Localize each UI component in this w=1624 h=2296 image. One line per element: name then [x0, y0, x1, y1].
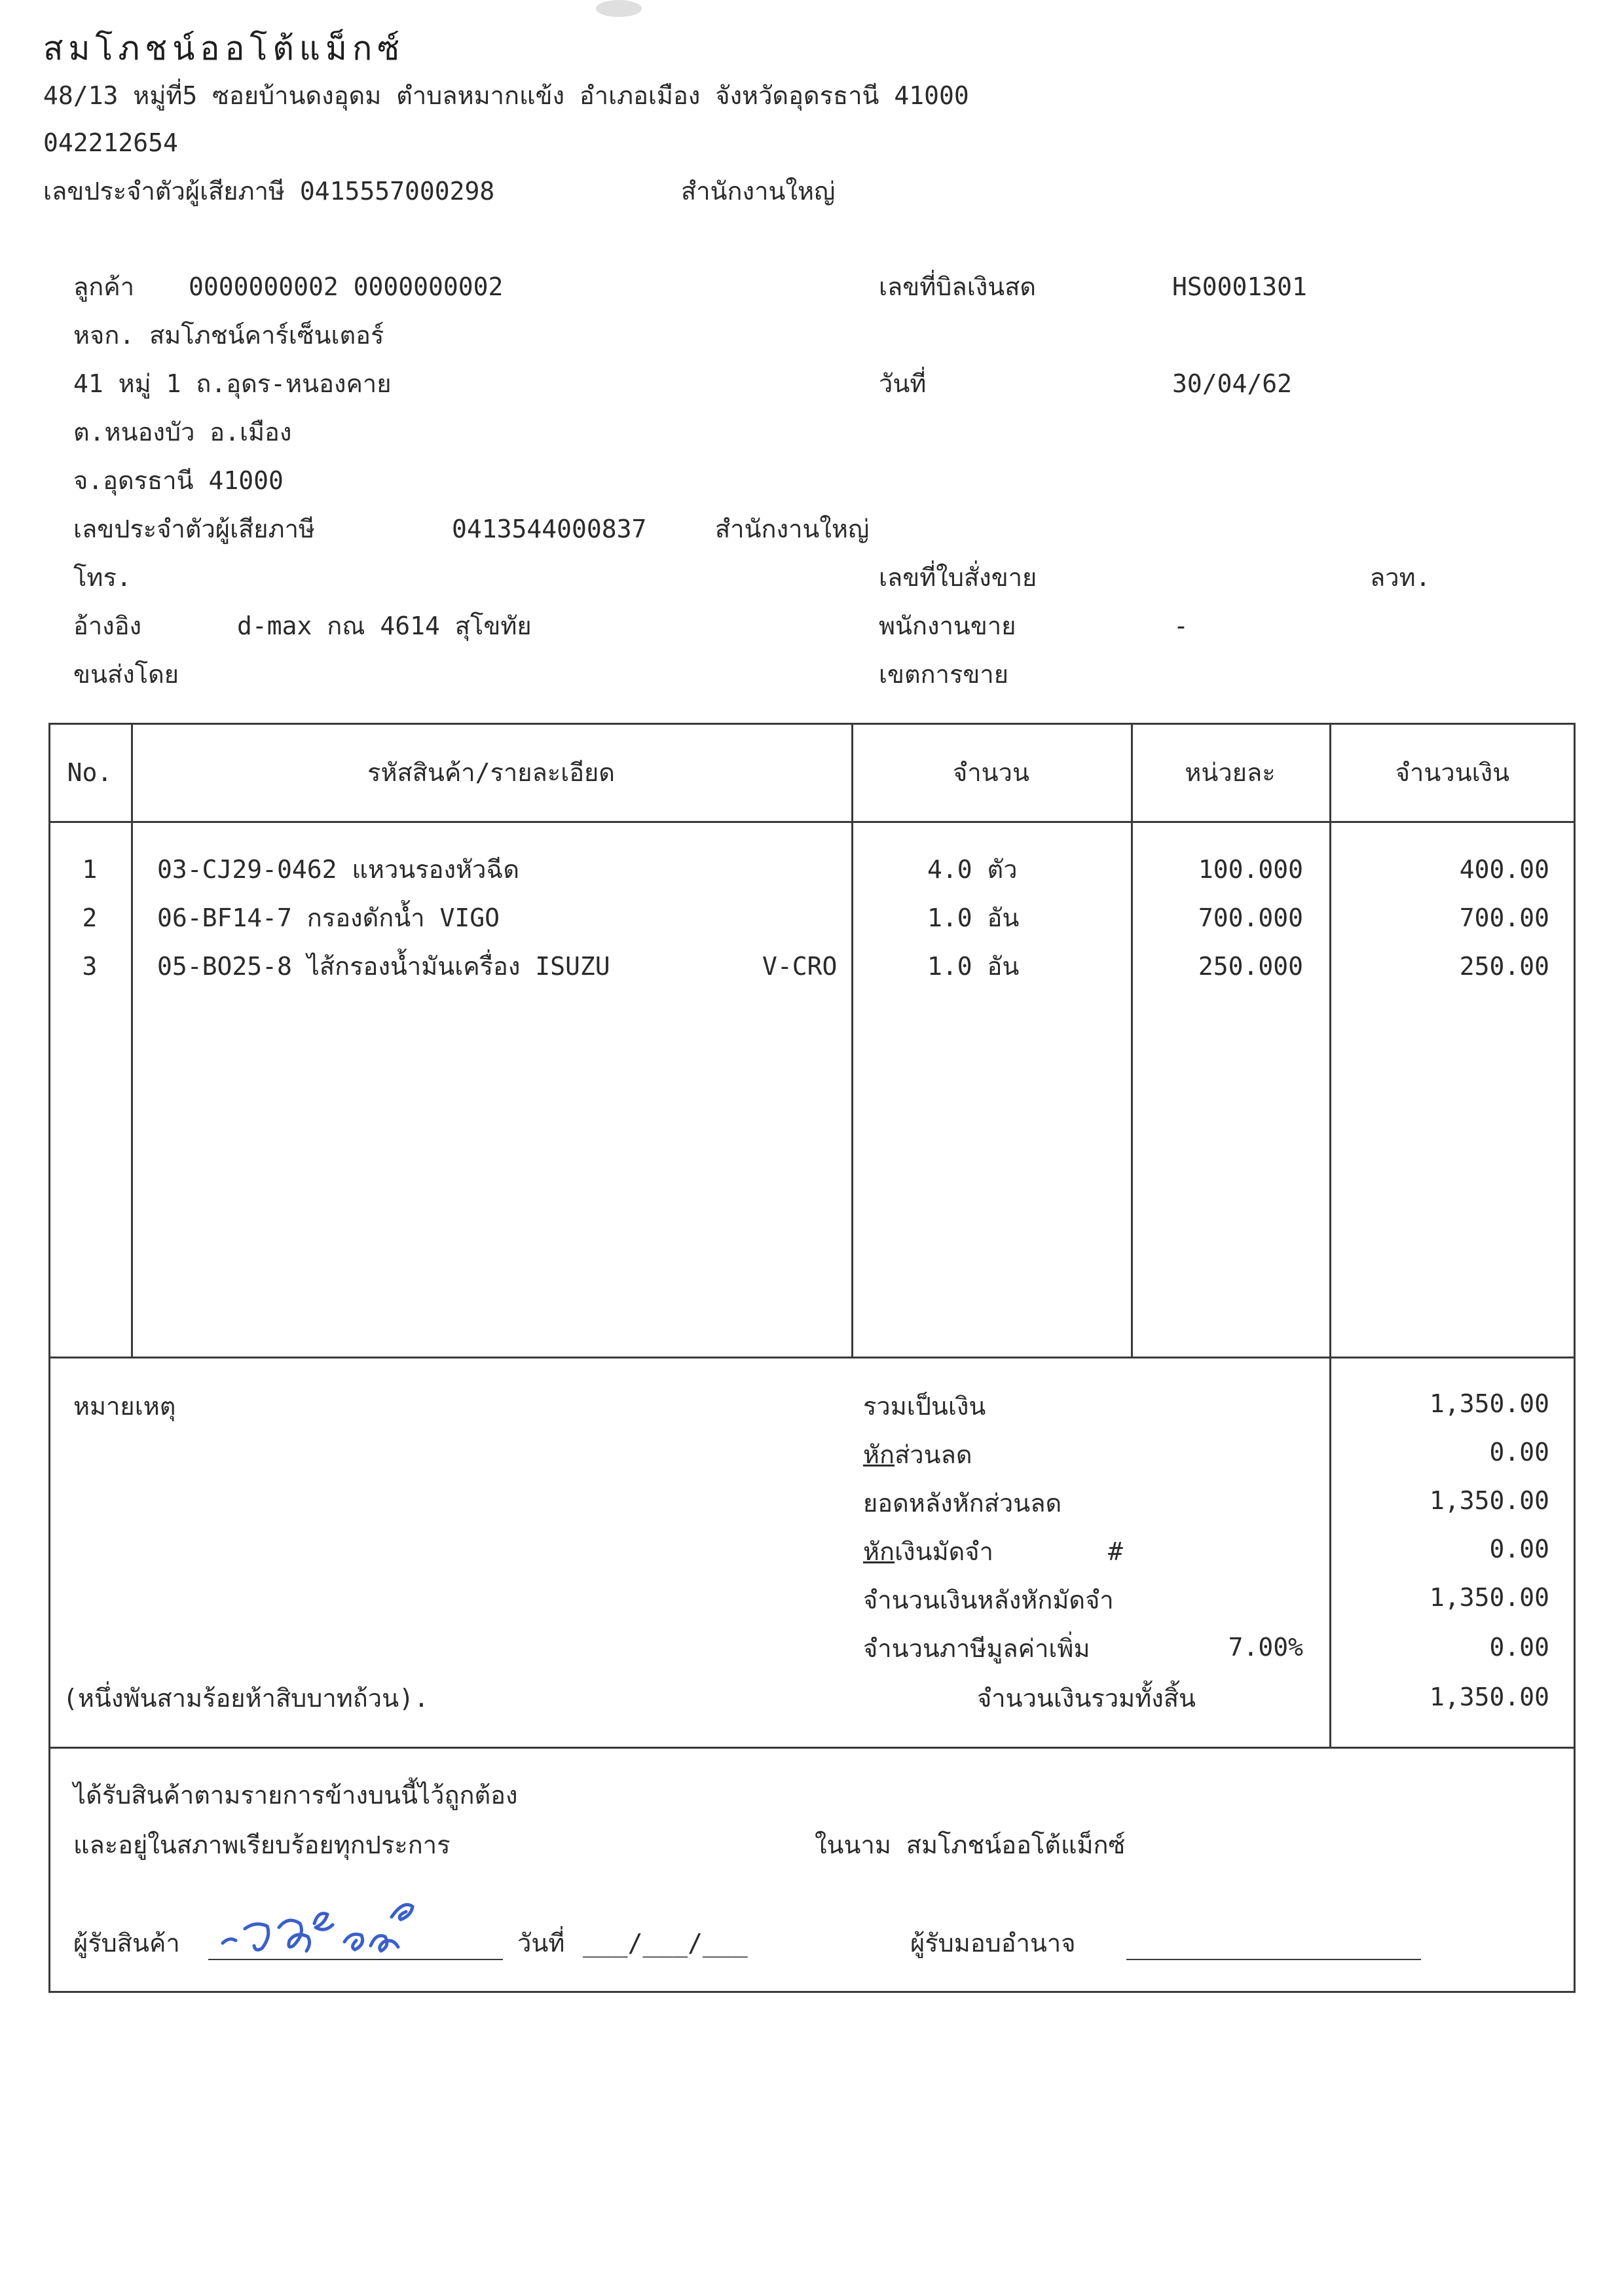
table-row-amount: 400.00 — [1459, 855, 1549, 884]
discount-value: 0.00 — [1489, 1438, 1549, 1467]
summary-bottom-divider — [48, 1747, 1576, 1749]
table-row-description: 03-CJ29-0462 แหวนรองหัวฉีด — [157, 855, 520, 884]
receiver-date-label: วันที่ — [517, 1929, 565, 1958]
table-row-quantity: 1.0 อัน — [927, 903, 1020, 932]
table-row-unit-price: 700.000 — [1198, 903, 1303, 932]
customer-label: ลูกค้า — [73, 272, 135, 301]
subtotal-label: รวมเป็นเงิน — [863, 1392, 986, 1421]
subtotal-value: 1,350.00 — [1429, 1389, 1549, 1418]
table-row-amount: 700.00 — [1459, 903, 1549, 932]
deposit-value: 0.00 — [1489, 1535, 1549, 1563]
col-header-unit-price: หน่วยละ — [1185, 758, 1276, 787]
grand-total-label: จำนวนเงินรวมทั้งสิ้น — [977, 1684, 1196, 1713]
salesperson-value: - — [1173, 611, 1189, 640]
deposit-hash: # — [1108, 1537, 1123, 1566]
table-row-no: 3 — [82, 952, 98, 981]
reference-label: อ้างอิง — [73, 611, 142, 640]
customer-phone-label: โทร. — [73, 563, 132, 592]
company-tax-id: เลขประจำตัวผู้เสียภาษี 0415557000298 — [43, 177, 495, 206]
vat-value: 0.00 — [1489, 1633, 1549, 1662]
grand-total-value: 1,350.00 — [1429, 1683, 1549, 1711]
deposit-label-underlined: หัก — [863, 1537, 895, 1566]
customer-tax-id: 0413544000837 — [452, 515, 647, 543]
receiver-date-blank: ___/___/___ — [583, 1929, 748, 1958]
table-row-no: 1 — [82, 855, 98, 884]
received-statement-line-1: ได้รับสินค้าตามรายการข้างบนนี้ไว้ถูกต้อง — [73, 1781, 518, 1810]
customer-branch: สำนักงานใหญ่ — [715, 515, 870, 543]
col-divider-qty — [1131, 723, 1133, 1357]
deposit-label — [863, 1537, 993, 1567]
bill-number-label: เลขที่บิลเงินสด — [879, 272, 1037, 301]
scan-smudge — [596, 0, 642, 17]
shipping-label: ขนส่งโดย — [73, 660, 179, 689]
items-bottom-divider — [48, 1357, 1576, 1358]
col-header-quantity: จำนวน — [953, 758, 1029, 787]
after-discount-value: 1,350.00 — [1429, 1486, 1549, 1515]
customer-address-1: 41 หมู่ 1 ถ.อุดร-หนองคาย — [73, 369, 392, 398]
col-header-amount: จำนวนเงิน — [1395, 758, 1510, 787]
amount-in-words: (หนึ่งพันสามร้อยห้าสิบบาทถ้วน). — [63, 1684, 429, 1713]
col-header-no: No. — [67, 758, 113, 787]
sales-order-value: ลวท. — [1370, 563, 1431, 592]
vat-label: จำนวนภาษีมูลค่าเพิ่ม — [863, 1634, 1090, 1663]
after-deposit-value: 1,350.00 — [1429, 1583, 1549, 1612]
table-row-description-extra: V-CRO — [762, 952, 838, 981]
salesperson-label: พนักงานขาย — [879, 611, 1016, 640]
vat-rate: 7.00% — [1228, 1633, 1303, 1662]
table-row-quantity: 1.0 อัน — [927, 952, 1020, 981]
bill-date-label: วันที่ — [879, 369, 927, 398]
customer-tax-label: เลขประจำตัวผู้เสียภาษี — [73, 515, 315, 543]
customer-address-3: จ.อุดรธานี 41000 — [73, 466, 284, 495]
table-row-description: 06-BF14-7 กรองดักน้ำ VIGO — [157, 903, 500, 932]
received-statement-line-2: และอยู่ในสภาพเรียบร้อยทุกประการ — [73, 1831, 451, 1859]
authorized-label: ผู้รับมอบอำนาจ — [910, 1929, 1076, 1958]
company-phone: 042212654 — [43, 128, 178, 157]
company-name: สมโภชน์ออโต้แม็กซ์ — [43, 29, 405, 67]
remark-label: หมายเหตุ — [73, 1392, 176, 1421]
table-row-no: 2 — [82, 903, 98, 932]
col-divider-no — [131, 723, 133, 1357]
table-row-unit-price: 100.000 — [1198, 855, 1303, 884]
bill-date: 30/04/62 — [1172, 369, 1293, 398]
col-header-description: รหัสสินค้า/รายละเอียด — [367, 758, 615, 787]
header-divider — [48, 821, 1576, 823]
sales-order-label: เลขที่ใบสั่งขาย — [879, 563, 1037, 592]
discount-label — [863, 1440, 972, 1470]
receiver-signature — [216, 1878, 432, 1963]
bill-number: HS0001301 — [1172, 272, 1307, 301]
company-address: 48/13 หมู่ที่5 ซอยบ้านดงอุดม ตำบลหมากแข้ง อำเภอเมือง จังหวัดอุดรธานี 41000 — [43, 81, 969, 110]
receiver-label: ผู้รับสินค้า — [73, 1929, 180, 1958]
on-behalf-of: ในนาม สมโภชน์ออโต้แม็กซ์ — [815, 1831, 1126, 1859]
table-row-unit-price: 250.000 — [1198, 952, 1303, 981]
customer-codes: 0000000002 0000000002 — [189, 272, 504, 301]
customer-name: หจก. สมโภชน์คาร์เซ็นเตอร์ — [73, 321, 384, 350]
sales-zone-label: เขตการขาย — [879, 660, 1008, 689]
discount-label-rest: ส่วนลด — [895, 1440, 972, 1469]
table-row-amount: 250.00 — [1459, 952, 1549, 981]
authorized-signature-line — [1126, 1959, 1421, 1960]
col-divider-desc — [851, 723, 853, 1357]
discount-label-underlined: หัก — [863, 1440, 895, 1469]
table-row-description: 05-BO25-8 ไส้กรองน้ำมันเครื่อง ISUZU — [157, 952, 610, 981]
deposit-label-rest: เงินมัดจำ — [895, 1537, 993, 1566]
company-branch: สำนักงานใหญ่ — [681, 177, 836, 206]
table-row-quantity: 4.0 ตัว — [927, 855, 1018, 884]
customer-address-2: ต.หนองบัว อ.เมือง — [73, 418, 292, 446]
after-deposit-label: จำนวนเงินหลังหักมัดจำ — [863, 1586, 1114, 1614]
after-discount-label: ยอดหลังหักส่วนลด — [863, 1489, 1062, 1518]
reference-value: d-max กณ 4614 สุโขทัย — [237, 611, 532, 640]
